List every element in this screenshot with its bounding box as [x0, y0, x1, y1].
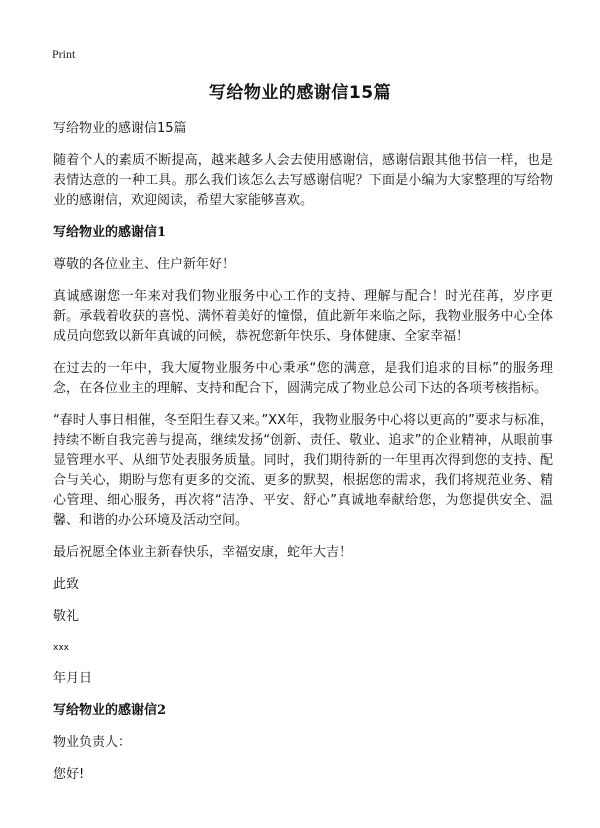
letter2-greeting: 您好! — [53, 767, 85, 782]
letter1-closing-2: 敬礼 — [53, 609, 80, 624]
letter1-paragraph-4: 最后祝愿全体业主新春快乐，幸福安康，蛇年大吉！ — [53, 545, 353, 560]
letter2-addressee: 物业负责人： — [53, 735, 132, 750]
print-link[interactable]: Print — [52, 47, 76, 61]
intro-paragraph: 随着个人的素质不断提高，越来越多人会去使用感谢信，感谢信跟其他书信一样，也是表情达意的一种工具。那么我们该怎么去写感谢信呢？下面是小编为大家整理的写给物业的感谢信，欢迎阅读，希望大家能够喜欢。 — [53, 153, 553, 208]
letter1-closing-1: 此致 — [53, 577, 80, 592]
letter1-greeting: 尊敬的各位业主、住户新年好！ — [53, 257, 236, 272]
letter1-paragraph-3: “春时人事日相催，冬至阳生春又来。”XX年，我物业服务中心将以更高的”要求与标准，持续不断自我完善与提高，继续发扬“创新、责任、敬业、追求”的企业精神，从眼前事显管理水平、从细节处表服务质量。同时，我们期待新的一年里再次得到您的支持、配合与关心，期盼与您有更多的交流、更多的默契，根据您的需求，我们将规范业务、精心管理、细心服务，再次将“洁净、平安、舒心”真诚地奉献给您，为您提供安全、温馨、和谐的办公环境及活动空间。 — [53, 413, 553, 528]
article-body — [53, 119, 553, 797]
letter1-paragraph-1: 真诚感谢您一年来对我们物业服务中心工作的支持、理解与配合！时光荏苒，岁序更新。承载着收获的喜悦、满怀着美好的憧憬，值此新年来临之际，我物业服务中心全体成员向您致以新年真诚的问候，恭祝您新年快乐、身体健康、全家幸福！ — [53, 289, 553, 344]
letter2-heading: 写给物业的感谢信2 — [53, 703, 167, 718]
letter1-signature: xxx — [53, 643, 69, 653]
page-title: 写给物业的感谢信15篇 — [208, 83, 392, 103]
letter1-heading: 写给物业的感谢信1 — [53, 225, 167, 240]
letter1-paragraph-2: 在过去的一年中，我大厦物业服务中心秉承“您的满意，是我们追求的目标”的服务理念，在各位业主的理解、支持和配合下，圆满完成了物业总公司下达的各项考核指标。 — [53, 361, 553, 396]
article-subtitle: 写给物业的感谢信15篇 — [53, 121, 187, 136]
letter1-date: 年月日 — [53, 671, 93, 686]
